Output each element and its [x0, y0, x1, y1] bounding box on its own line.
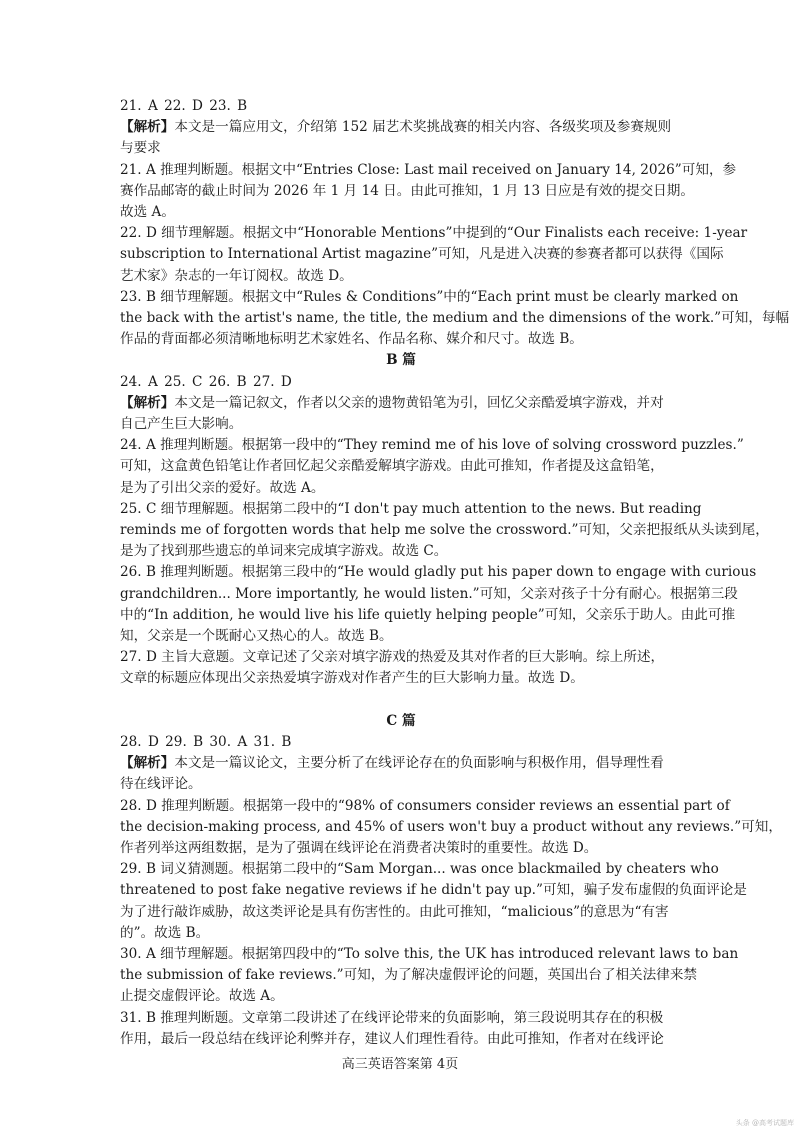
text-line: 待在线评论。: [120, 776, 202, 793]
analysis-b: 【解析】本文是一篇记叙文，作者以父亲的遗物黄铅笔为引，回忆父亲酷爱填字游戏，并对: [120, 394, 664, 411]
section-c-title: C 篇: [386, 712, 416, 729]
q24-line: 24. A 推理判断题。根据第一段中的“They remind me of his love of solving crossword puzzles.”: [120, 437, 744, 454]
answers-c: 28. D 29. B 30. A 31. B: [120, 733, 292, 750]
answers-b: 24. A 25. C 26. B 27. D: [120, 373, 292, 390]
page-footer: 高三英语答案第 4页: [341, 1057, 459, 1072]
q27-line: 27. D 主旨大意题。文章记述了父亲对填字游戏的热爱及其对作者的巨大影响。综上所述，: [120, 649, 665, 666]
q30-line: 止提交虚假评论。故选 A。: [120, 988, 284, 1005]
q26-line: 知，父亲是一个既耐心又热心的人。故选 B。: [120, 628, 393, 645]
q24-line: 可知，这盒黄色铅笔让作者回忆起父亲酷爱解填字游戏。由此可推知，作者提及这盒铅笔，: [120, 458, 664, 475]
q30-line: the submission of fake reviews.”可知，为了解决虚假评论的问题，英国出台了相关法律来禁: [120, 967, 698, 984]
text-line: 与要求: [120, 140, 161, 157]
q28-line: 28. D 推理判断题。根据第一段中的“98% of consumers consider reviews an essential part of: [120, 797, 730, 814]
analysis-tag: 【解析】: [120, 394, 175, 411]
section-gap: [120, 690, 682, 711]
q22-line: 艺术家》杂志的一年订阅权。故选 D。: [120, 267, 353, 284]
q25-line: reminds me of forgotten words that help me solve the crossword.”可知，父亲把报纸从头读到尾，: [120, 522, 769, 539]
q31-line: 作用，最后一段总结在线评论利弊并存，建议人们理性看待。由此可推知，作者对在线评论: [120, 1030, 664, 1047]
analysis-tag: 【解析】: [120, 755, 175, 772]
q23-line: the back with the artist's name, the title, the medium and the dimensions of the work.”可知，每幅: [120, 310, 790, 327]
q25-line: 是为了找到那些遗忘的单词来完成填字游戏。故选 C。: [120, 543, 448, 560]
q31-line: 31. B 推理判断题。文章第二段讲述了在线评论带来的负面影响，第三段说明其存在的积极: [120, 1009, 664, 1026]
q28-line: 作者列举这两组数据，是为了强调在线评论在消费者决策时的重要性。故选 D。: [120, 839, 598, 856]
watermark: 头条 @高考试题库: [735, 1119, 794, 1127]
q23-line: 作品的背面都必须清晰地标明艺术家姓名、作品名称、媒介和尺寸。故选 B。: [120, 331, 583, 348]
analysis-tag: 【解析】: [120, 119, 175, 136]
analysis-a: 【解析】本文是一篇应用文，介绍第 152 届艺术奖挑战赛的相关内容、各级奖项及参赛规则: [120, 119, 672, 136]
q23-line: 23. B 细节理解题。根据文中“Rules & Conditions”中的“Each print must be clearly marked on: [120, 288, 739, 305]
answers-a: 21. A 22. D 23. B: [120, 98, 248, 114]
q29-line: 的”。故选 B。: [120, 924, 210, 941]
q24-line: 是为了引出父亲的爱好。故选 A。: [120, 479, 325, 496]
answer-key-page: [120, 96, 790, 1050]
q28-line: the decision-making process, and 45% of users won't buy a product without any reviews.”可知，: [120, 818, 782, 835]
q21-line: 赛作品邮寄的截止时间为 2026 年 1 月 14 日。由此可推知，1 月 13 日应是有效的提交日期。: [120, 182, 694, 199]
q22-line: 22. D 细节理解题。根据文中“Honorable Mentions”中提到的“Our Finalists each receive: 1-year: [120, 225, 748, 242]
q22-line: subscription to International Artist magazine”可知，凡是进入决赛的参赛者都可以获得《国际: [120, 246, 724, 263]
q21-line: 故选 A。: [120, 204, 175, 221]
q29-line: 29. B 词义猜测题。根据第二段中的“Sam Morgan... was once blackmailed by cheaters who: [120, 861, 719, 878]
analysis-c: 【解析】本文是一篇议论文，主要分析了在线评论存在的负面影响与积极作用，倡导理性看: [120, 755, 664, 772]
text-line: 自己产生巨大影响。: [120, 416, 243, 433]
q26-line: 中的“In addition, he would live his life quietly helping people”可知，父亲乐于助人。由此可推: [120, 606, 736, 623]
q29-line: 为了进行敲诈威胁，故这类评论是具有伤害性的。由此可推知，“malicious”的意思为“有害: [120, 903, 669, 920]
q26-line: 26. B 推理判断题。根据第三段中的“He would gladly put his paper down to engage with curious: [120, 564, 757, 581]
section-b-title: B 篇: [386, 352, 416, 369]
q29-line: threatened to post fake negative reviews if he didn't pay up.”可知，骗子发布虚假的负面评论是: [120, 882, 747, 899]
q26-line: grandchildren... More importantly, he would listen.”可知，父亲对孩子十分有耐心。根据第三段: [120, 585, 738, 602]
q27-line: 文章的标题应体现出父亲热爱填字游戏对作者产生的巨大影响力量。故选 D。: [120, 670, 584, 687]
q30-line: 30. A 细节理解题。根据第四段中的“To solve this, the UK has introduced relevant laws to ban: [120, 945, 739, 962]
q25-line: 25. C 细节理解题。根据第二段中的“I don't pay much attention to the news. But reading: [120, 500, 702, 517]
q21-line: 21. A 推理判断题。根据文中“Entries Close: Last mail received on January 14, 2026”可知，参: [120, 161, 737, 178]
